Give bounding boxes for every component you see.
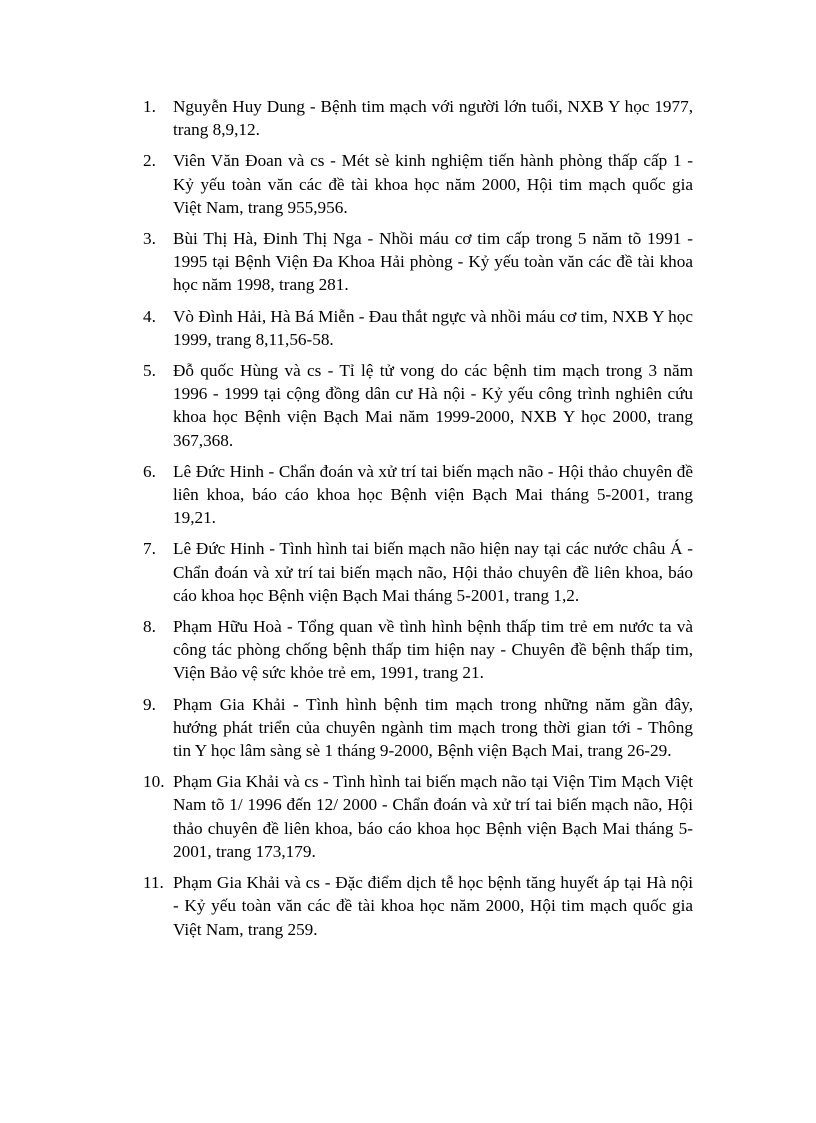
reference-item [143,615,693,685]
reference-item [143,537,693,607]
reference-item [143,693,693,763]
reference-text: Vò Đình Hải, Hà Bá Miễn - Đau thắt ngực và nhồi máu cơ tim, NXB Y học 1999, trang 8,11,56-58. [173,306,693,349]
reference-text: Phạm Gia Khải và cs - Đặc điểm dịch tễ học bệnh tăng huyết áp tại Hà nội - Kỷ yếu toàn văn các đề tài khoa học năm 2000, Hội tim mạch quốc gia Việt Nam, trang 259. [173,873,693,939]
reference-item [143,460,693,530]
reference-number: 4. [143,306,156,326]
reference-text: Nguyễn Huy Dung - Bệnh tim mạch với người lớn tuổi, NXB Y học 1977, trang 8,9,12. [173,97,693,140]
reference-item [143,770,693,863]
reference-text: Phạm Hữu Hoà - Tổng quan về tình hình bệnh thấp tim trẻ em nước ta và công tác phòng chống bệnh thấp tim hiện nay - Chuyên đề bệnh thấp tim, Viện Bảo vệ sức khỏe trẻ em, 1991, trang 21. [173,617,693,683]
reference-list [143,95,693,949]
reference-number: 8. [143,617,156,637]
reference-text: Bùi Thị Hà, Đinh Thị Nga - Nhồi máu cơ tim cấp trong 5 năm tõ 1991 - 1995 tại Bệnh Viện Đa Khoa Hải phòng - Kỷ yếu toàn văn các đề tài khoa học năm 1998, trang 281. [173,229,693,295]
reference-text: Đỗ quốc Hùng và cs - Tỉ lệ tử vong do các bệnh tim mạch trong 3 năm 1996 - 1999 tại cộng đồng dân cư Hà nội - Kỷ yếu công trình nghiên cứu khoa học Bệnh viện Bạch Mai năm 1999-2000, NXB Y học 2000, trang 367,368. [173,361,693,450]
reference-number: 2. [143,151,156,171]
reference-text: Phạm Gia Khải - Tình hình bệnh tim mạch trong những năm gần đây, hướng phát triển của chuyên ngành tim mạch trong thời gian tới - Thông tin Y học lâm sàng sè 1 tháng 9-2000, Bệnh viện Bạch Mai, trang 26-29. [173,694,693,761]
reference-number: 3. [143,229,156,249]
reference-number: 9. [143,694,156,714]
reference-number: 7. [143,539,156,559]
reference-item [143,359,693,452]
reference-item [143,149,693,219]
reference-item [143,227,693,297]
reference-text: Lê Đức Hinh - Chẩn đoán và xử trí tai biến mạch não - Hội thảo chuyên đề liên khoa, báo cáo khoa học Bệnh viện Bạch Mai tháng 5-2001, trang 19,21. [173,461,693,528]
reference-item [143,95,693,141]
reference-item [143,871,693,941]
reference-item [143,305,693,351]
reference-text: Phạm Gia Khải và cs - Tình hình tai biến mạch não tại Viện Tim Mạch Việt Nam tõ 1/ 1996 đến 12/ 2000 - Chẩn đoán và xử trí tai biến mạch não, Hội thảo chuyên đề liên khoa, báo cáo khoa học Bệnh viện Bạch Mai tháng 5-2001, trang 173,179. [173,772,693,861]
reference-number: 6. [143,461,156,481]
reference-number: 11. [143,873,164,893]
reference-text: Viên Văn Đoan và cs - Mét sè kinh nghiệm tiến hành phòng thấp cấp 1 - Kỷ yếu toàn văn các đề tài khoa học năm 2000, Hội tim mạch quốc gia Việt Nam, trang 955,956. [173,151,693,217]
reference-number: 10. [143,772,165,792]
reference-text: Lê Đức Hinh - Tình hình tai biến mạch não hiện nay tại các nước châu Á - Chẩn đoán và xử trí tai biến mạch não, Hội thảo chuyên đề liên khoa, báo cáo khoa học Bệnh viện Bạch Mai tháng 5-2001, trang 1,2. [173,539,693,605]
reference-number: 1. [143,97,156,116]
reference-number: 5. [143,361,156,381]
